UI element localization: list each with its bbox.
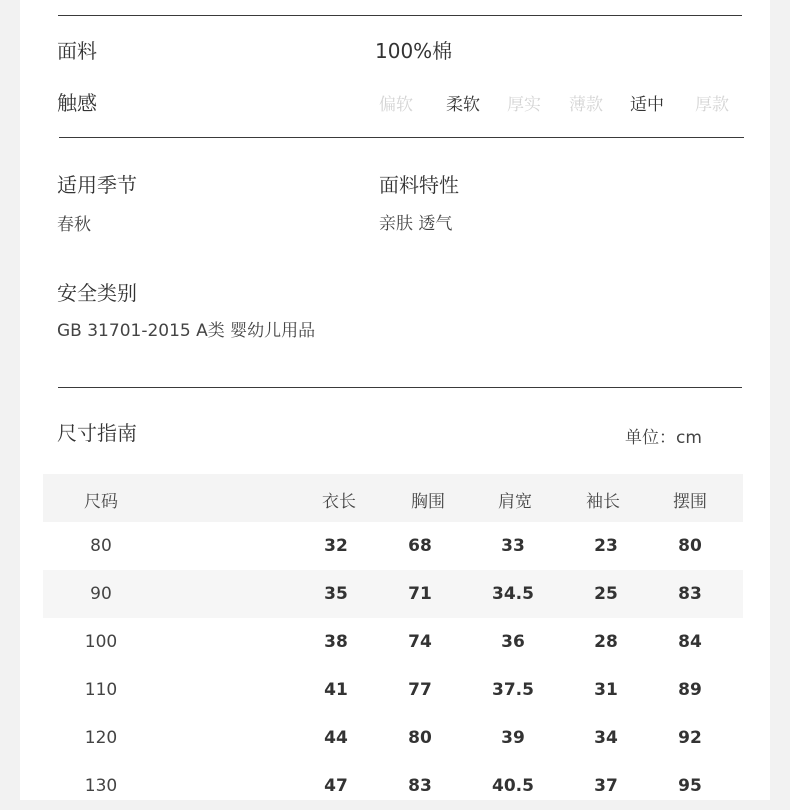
cell-size: 110 — [84, 680, 118, 700]
cell-size: 100 — [84, 632, 118, 652]
cell-hem: 89 — [678, 680, 702, 700]
table-row — [43, 714, 743, 762]
feel-option-thick: 厚实 — [507, 95, 541, 115]
cell-chest: 83 — [408, 776, 432, 796]
cell-chest: 80 — [408, 728, 432, 748]
cell-chest: 71 — [408, 584, 432, 604]
feel-option-thin: 薄款 — [569, 95, 603, 115]
cell-shoulder: 40.5 — [492, 776, 534, 796]
cell-sleeve: 28 — [594, 632, 618, 652]
cell-length: 44 — [324, 728, 348, 748]
cell-size: 120 — [84, 728, 118, 748]
cell-shoulder: 37.5 — [492, 680, 534, 700]
fabric-traits-value: 亲肤 透气 — [379, 214, 453, 234]
table-row — [43, 666, 743, 714]
cell-hem: 84 — [678, 632, 702, 652]
table-row — [43, 522, 743, 570]
feel-option-soft: 柔软 — [446, 95, 480, 115]
cell-sleeve: 31 — [594, 680, 618, 700]
cell-sleeve: 37 — [594, 776, 618, 796]
column-header-shoulder: 肩宽 — [498, 492, 532, 512]
cell-sleeve: 23 — [594, 536, 618, 556]
cell-hem: 92 — [678, 728, 702, 748]
cell-size: 90 — [90, 584, 112, 604]
size-guide-title: 尺寸指南 — [57, 421, 137, 445]
cell-hem: 83 — [678, 584, 702, 604]
feel-option-soft-ish: 偏软 — [379, 95, 413, 115]
table-row — [43, 618, 743, 666]
column-header-size: 尺码 — [84, 492, 118, 512]
column-header-hem: 摆围 — [673, 492, 707, 512]
cell-size: 130 — [84, 776, 118, 796]
size-table-header — [43, 474, 743, 522]
feel-option-medium: 适中 — [630, 95, 664, 115]
cell-shoulder: 36 — [501, 632, 525, 652]
season-value: 春秋 — [57, 215, 91, 235]
fabric-traits-label: 面料特性 — [379, 173, 459, 197]
safety-label: 安全类别 — [57, 281, 137, 305]
product-detail-page — [20, 0, 770, 800]
cell-sleeve: 34 — [594, 728, 618, 748]
table-row — [43, 762, 743, 810]
column-header-sleeve: 袖长 — [586, 492, 620, 512]
cell-length: 35 — [324, 584, 348, 604]
column-header-chest: 胸围 — [411, 492, 445, 512]
fabric-value: 100%棉 — [375, 39, 453, 63]
cell-size: 80 — [90, 536, 112, 556]
cell-shoulder: 33 — [501, 536, 525, 556]
cell-shoulder: 34.5 — [492, 584, 534, 604]
feel-label: 触感 — [57, 91, 97, 115]
top-divider — [58, 15, 742, 16]
cell-hem: 95 — [678, 776, 702, 796]
column-header-length: 衣长 — [322, 492, 356, 512]
cell-hem: 80 — [678, 536, 702, 556]
cell-length: 41 — [324, 680, 348, 700]
section-divider — [59, 137, 744, 138]
cell-length: 32 — [324, 536, 348, 556]
size-guide-unit: 单位：cm — [625, 428, 702, 448]
size-guide-divider — [58, 387, 742, 388]
season-label: 适用季节 — [57, 173, 137, 197]
table-row — [43, 570, 743, 618]
cell-chest: 68 — [408, 536, 432, 556]
cell-chest: 74 — [408, 632, 432, 652]
feel-option-heavy: 厚款 — [695, 95, 729, 115]
cell-length: 38 — [324, 632, 348, 652]
safety-value: GB 31701-2015 A类 婴幼儿用品 — [57, 321, 316, 341]
cell-sleeve: 25 — [594, 584, 618, 604]
fabric-label: 面料 — [57, 39, 97, 63]
cell-chest: 77 — [408, 680, 432, 700]
cell-length: 47 — [324, 776, 348, 796]
cell-shoulder: 39 — [501, 728, 525, 748]
